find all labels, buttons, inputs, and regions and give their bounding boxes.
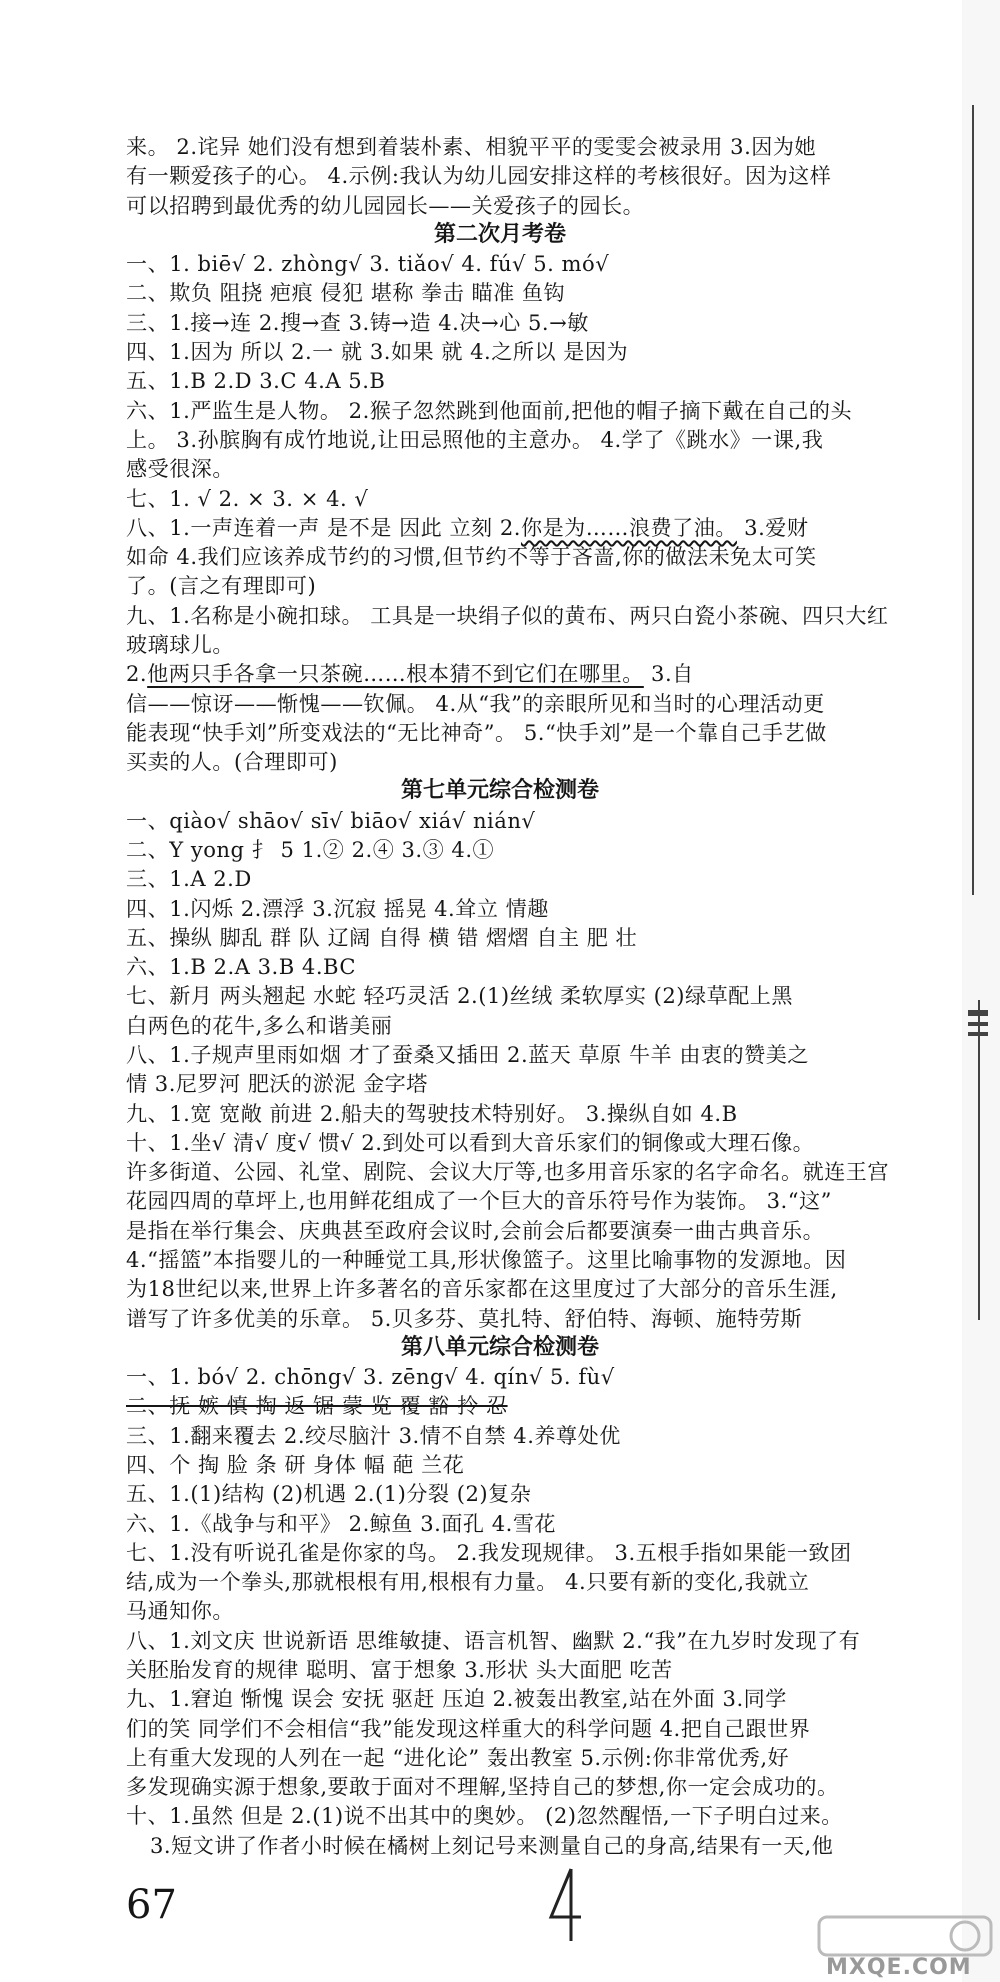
answer-line: 了。(言之有理即可) <box>126 573 317 599</box>
answer-line: 买卖的人。(合理即可) <box>126 749 338 775</box>
answer-line <box>126 1391 508 1420</box>
binding-rule <box>978 1000 980 1320</box>
answer-line: 五、1.B 2.D 3.C 4.A 5.B <box>126 368 386 394</box>
answer-line: 马通知你。 <box>126 1598 234 1624</box>
answer-line: 九、1.名称是小碗扣球。 工具是一块绢子似的黄布、两只白瓷小茶碗、四只大红 <box>126 602 889 628</box>
answer-line: 结,成为一个拳头,那就根根有用,根根有力量。 4.只要有新的变化,我就立 <box>126 1569 810 1595</box>
answer-segment: 2. <box>126 661 148 687</box>
answer-line: 能表现“快手刘”所变戏法的“无比神奇”。 5.“快手刘”是一个靠自己手艺做 <box>126 719 827 745</box>
answer-line: 九、1.窘迫 惭愧 误会 安抚 驱赶 压迫 2.被轰出教室,站在外面 3.同学 <box>126 1686 787 1712</box>
answer-line: 是指在举行集会、庆典甚至政府会议时,会前会后都要演奏一曲古典音乐。 <box>126 1217 825 1243</box>
answer-line: 白两色的花牛,多么和谐美丽 <box>126 1012 393 1038</box>
page-number: 67 <box>126 1882 177 1928</box>
answer-line: 八、1.子规声里雨如烟 才了蚕桑又插田 2.蓝天 草原 牛羊 由衷的赞美之 <box>126 1041 809 1067</box>
wavy-underlined-answer: 你是为……浪费了油。 <box>520 514 737 540</box>
answer-line <box>126 659 694 688</box>
underlined-answer: 他两只手各拿一只茶碗……根本猜不到它们在哪里。 <box>147 661 644 687</box>
text-line: 有一颗爱孩子的心。 4.示例:我认为幼儿园安排这样的考核很好。因为这样 <box>126 163 832 189</box>
answer-line: 二、Y yong 扌 5 1.② 2.④ 3.③ 4.① <box>126 836 495 862</box>
answer-line: 如命 4.我们应该养成节约的习惯,但节约不等于吝啬,你的做法未免太可笑 <box>126 544 817 569</box>
answer-segment: 3.自 <box>643 661 694 687</box>
section-title: 第八单元综合检测卷 <box>400 1334 599 1360</box>
answer-line: 四、1.闪烁 2.漂浮 3.沉寂 摇晃 4.耸立 情趣 <box>126 895 549 921</box>
text-line: 来。 2.诧异 她们没有想到着装朴素、相貌平平的雯雯会被录用 3.因为她 <box>126 134 817 159</box>
answer-line: 七、1.没有听说孔雀是你家的鸟。 2.我发现规律。 3.五根手指如果能一致团 <box>126 1539 852 1565</box>
answer-line: 七、1. √ 2. × 3. × 4. √ <box>126 485 369 511</box>
section-title: 第七单元综合检测卷 <box>400 778 599 804</box>
answer-line: 二、欺负 阻挠 疤痕 侵犯 堪称 拳击 瞄准 鱼钩 <box>126 280 566 306</box>
answer-line: 情 3.尼罗河 肥沃的淤泥 金字塔 <box>126 1071 428 1097</box>
answer-line: 玻璃球儿。 <box>126 631 234 657</box>
binding-marks <box>968 1032 988 1036</box>
answer-line <box>126 513 808 542</box>
answer-line: 十、1.虽然 但是 2.(1)说不出其中的奥妙。 (2)忽然醒悟,一下子明白过来。 <box>126 1803 843 1829</box>
answer-line: 十、1.坐√ 清√ 度√ 惯√ 2.到处可以看到大音乐家们的铜像或大理石像。 <box>126 1129 815 1155</box>
answer-line: 四、个 掏 脸 条 研 身体 幅 葩 兰花 <box>126 1452 465 1477</box>
answer-line: 花园四周的草坪上,也用鲜花组成了一个巨大的音乐符号作为装饰。 3.“这” <box>126 1188 832 1214</box>
answer-line: 六、1.《战争与和平》 2.鲸鱼 3.面孔 4.雪花 <box>126 1510 557 1536</box>
answer-line: 三、1.A 2.D <box>126 866 252 892</box>
answer-line: 们的笑 同学们不会相信“我”能发现这样重大的科学问题 4.把自己跟世界 <box>126 1715 811 1741</box>
binding-marks <box>968 1022 988 1026</box>
text-line: 可以招聘到最优秀的幼儿园园长——关爱孩子的园长。 <box>126 192 645 218</box>
answer-line: 谱写了许多优美的乐章。 5.贝多芬、莫扎特、舒伯特、海顿、施特劳斯 <box>126 1305 803 1331</box>
answer-line: 九、1.宽 宽敞 前进 2.船夫的驾驶技术特别好。 3.操纵自如 4.B <box>126 1100 738 1126</box>
answer-line: 六、1.严监生是人物。 2.猴子忽然跳到他面前,把他的帽子摘下戴在自己的头 <box>126 397 853 423</box>
answer-line: 为18世纪以来,世界上许多著名的音乐家都在这里度过了大部分的音乐生涯, <box>126 1276 838 1302</box>
crossed-characters: 二、抚 嫉 慎 掏 返 锯 蒙 览 覆 豁 拎 忍 <box>126 1393 508 1419</box>
answer-line: 四、1.因为 所以 2.一 就 3.如果 就 4.之所以 是因为 <box>126 339 629 364</box>
answer-segment: 八、1.一声连着一声 是不是 因此 立刻 2. <box>126 514 521 540</box>
watermark-url: MXQE.COM <box>826 1955 972 1980</box>
answer-line: 信——惊讶——惭愧——钦佩。 4.从“我”的亲眼所见和当时的心理活动更 <box>126 690 825 716</box>
answer-line: 三、1.接→连 2.搜→查 3.铸→造 4.决→心 5.→敏 <box>126 309 589 335</box>
answer-line: 一、qiào√ shāo√ sī√ biāo√ xiá√ nián√ <box>126 807 536 833</box>
answer-line: 3.短文讲了作者小时候在橘树上刻记号来测量自己的身高,结果有一天,他 <box>150 1832 834 1858</box>
section-title: 第二次月考卷 <box>433 221 566 247</box>
answer-segment: 3.爱财 <box>736 514 809 540</box>
answer-line: 多发现确实源于想象,要敢于面对不理解,坚持自己的梦想,你一定会成功的。 <box>126 1774 839 1800</box>
binding-marks <box>968 1010 988 1016</box>
answer-line: 七、新月 两头翘起 水蛇 轻巧灵活 2.(1)丝绒 柔软厚实 (2)绿草配上黑 <box>126 983 793 1009</box>
answer-line: 感受很深。 <box>126 456 234 482</box>
answer-line: 五、操纵 脚乱 群 队 辽阔 自得 横 错 熠熠 自主 肥 壮 <box>126 924 638 950</box>
answer-line: 4.“摇篮”本指婴儿的一种睡觉工具,形状像篮子。这里比喻事物的发源地。因 <box>126 1246 847 1272</box>
answer-line: 许多街道、公园、礼堂、剧院、会议大厅等,也多用音乐家的名字命名。就连王宫 <box>126 1159 889 1185</box>
answer-line: 五、1.(1)结构 (2)机遇 2.(1)分裂 (2)复杂 <box>126 1481 532 1507</box>
answer-line: 上。 3.孙膑胸有成竹地说,让田忌照他的主意办。 4.学了《跳水》一课,我 <box>126 426 824 452</box>
answer-line: 上有重大发现的人列在一起 “进化论” 轰出教室 5.示例:你非常优秀,好 <box>126 1744 790 1770</box>
answer-line: 六、1.B 2.A 3.B 4.BC <box>126 954 357 980</box>
binding-strip <box>962 0 1000 1982</box>
answer-line: 关胚胎发育的规律 聪明、富于想象 3.形状 头大面肥 吃苦 <box>126 1657 673 1682</box>
answer-line: 一、1. bó√ 2. chōng√ 3. zēng√ 4. qín√ 5. fù√ <box>126 1364 615 1390</box>
answer-line: 一、1. biē√ 2. zhòng√ 3. tiǎo√ 4. fú√ 5. mó√ <box>126 251 610 277</box>
answer-line: 三、1.翻来覆去 2.绞尽脑汁 3.情不自禁 4.养尊处优 <box>126 1422 621 1448</box>
handwritten-mark <box>545 1865 585 1945</box>
answer-line: 八、1.刘文庆 世说新语 思维敏捷、语言机智、幽默 2.“我”在九岁时发现了有 <box>126 1627 861 1653</box>
